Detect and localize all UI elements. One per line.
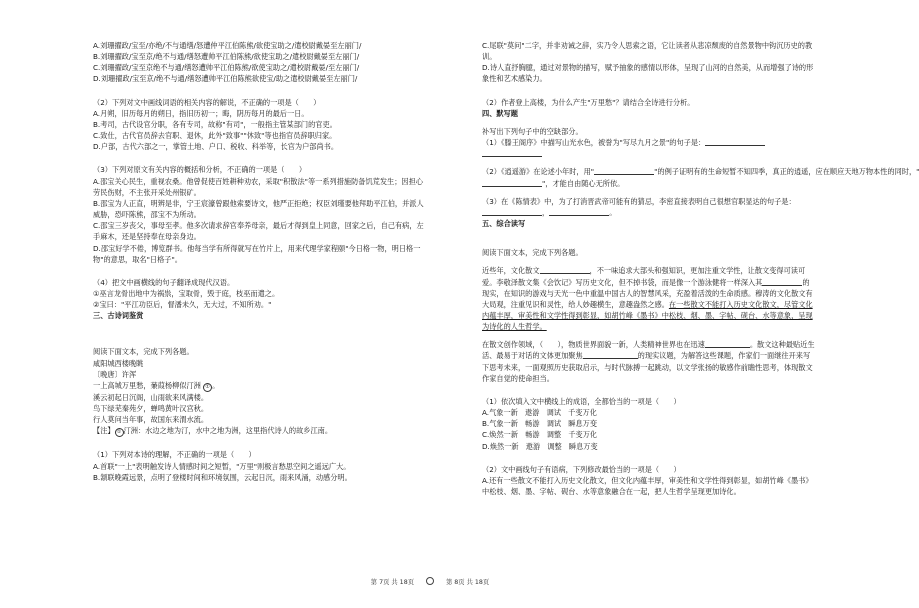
option-d: D.户部，古代六部之一，掌管土地、户口、税收、科举等，长官为户部尚书。: [93, 142, 339, 152]
poem-line: 鸟下绿芜秦苑夕，蝉鸣黄叶汉宫秋。: [93, 404, 209, 414]
dictation-item-2-cont: "，才能自由随心无所依。: [482, 178, 816, 189]
answer-blank[interactable]: [549, 207, 609, 216]
question-stem: （4）把文中画横线的句子翻译成现代汉语。: [93, 277, 235, 287]
option-b: B.颔联晚霞远景，点明了登楼时间和环境氛围，云起日沉，雨来风涌，动感分明。: [93, 472, 352, 482]
page-footer: [0, 577, 860, 586]
option-c: C.焕然一新 畅游 调整 千变万化: [482, 430, 598, 440]
underlined-sentence: 在一些散文不能打入历史文化散文，尽管文化内蕴丰厚，审美性和文学性得到彰显，如胡竹峰《墨书》中松枝、烟、墨、字帖、砚台、水等意象，呈现为诗化的人生哲学。: [482, 299, 813, 332]
translate-item-2: ②宝曰："平江功臣后，督潘未久，无大过，不知所劝。": [93, 300, 272, 310]
option-a: A.还有一些散文不能打入历史文化散文，但文化内蕴丰厚，审美性和文学性得到彰显，如胡竹峰《墨书》中松枝、烟、墨、字帖、砚台、水等意象融合在一起，把人生哲学呈现更加诗化。: [482, 475, 813, 496]
page-number-left: 第 7页 共 18页: [370, 579, 414, 586]
option-b: B.刘珊擢政/宝至京/绝不与通/缮怒遭帅平江伯陈熊/欲使宝助之/遣校尉戴晏至左丽门/: [93, 52, 360, 62]
option-a: A.邵宝关心民生，重视农桑。他曾促使百姓耕种劝农，采取"积散法"等一系列措施防备饥荒发生；因担心劳民伤财，不主张开采处州银矿。: [93, 176, 423, 197]
option-a: A.首联"一上"表明触发诗人情感时间之短暂，"万里"则极言愁思空间之遥远广大。: [93, 461, 351, 471]
passage-paragraph-1: 近些年，文化散文 ，不一味追求大部头和强知识，更加注重文学性，让散文变得可读可爱。李敬泽散文集《会饮记》写历史文化，但不掉书袋，而是像一个游泳健将一样深入其 的现实，在知识的游戏与天光一色中重温中国古人的智慧风采，充盈着活泼的生命质感。穆涛的文化散文有大局观，注重见识和灵性，给人妙趣横生，意趣盎然之感。在一些散文不能打入历史文化散文，尽管文化内蕴丰厚，审美性和文学性得到彰显，如胡竹峰《墨书》中松枝、烟、墨、字帖、砚台、水等意象，呈现为诗化的人生哲学。: [482, 266, 813, 332]
binding-circle-icon: [426, 577, 434, 585]
option-c: C.刘珊擢政/宝至京绝不与通/缮怒遭帅平江伯陈熊/欲使宝助之/遣校尉戴晏/至左丽门/: [93, 63, 360, 73]
option-a: A.刘珊擢政/宝至/亦绝/不与通缮/怒遭仲平江伯陈熊/欲使宝助之/遣校尉戴晏至左丽门/: [93, 41, 362, 50]
reading-instruction: 阅读下面文本，完成下列各题。: [93, 347, 194, 357]
option-d: D.焕然一新 遨游 调整 瞬息万变: [482, 441, 598, 451]
question-stem: （2）作者登上高楼，为什么产生"万里愁"？请结合全诗进行分析。: [482, 97, 695, 107]
option-d: D.邵宝好学不倦，博览群书。他每当学有所得就写在竹片上，用来代理学家程颐"今日格一物，明日格一物"的意思，取名"日格子"。: [93, 243, 421, 264]
dictation-item-3: （3）在《陈情表》中，为了打消晋武帝可能有的猜忌，李密直接表明自己很想官职显达的句子是：: [482, 196, 796, 206]
option-d: D.诗人直抒胸臆，通过对景物的描写，赋予抽象的感情以形体，呈现了山河的自然美，从而增强了诗的形象性和艺术感染力。: [482, 63, 814, 84]
poem-note: 【注】 ① 汀洲：水边之地为汀，水中之地为洲，这里指代诗人的故乡江南。: [93, 426, 333, 436]
answer-blank[interactable]: [705, 137, 765, 146]
question-stem: （1）依次填入文中横线上的成语，全都恰当的一项是（ ）: [482, 396, 681, 406]
answer-blank[interactable]: [482, 178, 542, 187]
note-marker: ①: [115, 428, 124, 437]
poem-title: 咸阳城西楼晚眺: [93, 358, 144, 368]
poem-author: 〔晚唐〕许浑: [93, 369, 137, 379]
note-marker: ①: [203, 383, 212, 392]
dictation-item-1: （1）《滕王阁序》中描写山光水色，被誉为"写尽九月之景"的句子是：: [482, 137, 816, 148]
option-c: C.邵宝三岁丧父，事母至孝。他多次请求辞官奉养母亲，最后才得到皇上同意，回家之后，自己有病，左手麻木，还是坚持奉在母亲身边。: [93, 221, 424, 242]
option-b: B.气象一新 畅游 调试 瞬息万变: [482, 419, 598, 429]
answer-blank[interactable]: [594, 166, 654, 175]
answer-blank[interactable]: [762, 277, 802, 286]
right-column: [482, 40, 919, 497]
option-d: D.刘珊擢政/宝至京/绝不与通/缮怒遭帅平江伯陈熊欲使宝/助之遣校尉戴晏至左丽门/: [93, 74, 358, 84]
dictation-instruction: 补写出下列句子中的空缺部分。: [482, 126, 583, 136]
poem-line: 行人莫问当年事，故国东来渭水流。: [93, 415, 209, 425]
answer-blank[interactable]: [482, 148, 542, 157]
section-heading: 五、综合读写: [482, 219, 526, 229]
left-column: [93, 40, 425, 483]
poem-block: [93, 346, 425, 437]
reading-instruction: 阅读下面文本，完成下列各题。: [482, 248, 583, 258]
poem-line: 溪云初起日沉阁，山雨欲来风满楼。: [93, 392, 209, 402]
option-a: A.月朔，旧历每月的朔日，指旧历初一；晦，阴历每月的最后一日。: [93, 108, 309, 118]
answer-blank[interactable]: [482, 207, 542, 216]
dictation-answer-line: [482, 148, 816, 159]
section-heading: 三、古诗词鉴赏: [93, 311, 144, 321]
answer-blank[interactable]: [705, 339, 750, 348]
question-stem: （1）下列对本诗的理解，不正确的一项是（ ）: [93, 450, 256, 460]
dictation-answer-line: ， 。: [482, 207, 816, 218]
left-page: [0, 0, 430, 608]
page-number-right: 第 8页 共 18页: [446, 579, 490, 586]
question-stem: （3）下列对原文有关内容的概括和分析，不正确的一项是（ ）: [93, 165, 307, 175]
question-stem: （2）文中画线句子有语病，下列修改最恰当的一项是（ ）: [482, 464, 681, 474]
answer-blank[interactable]: [583, 350, 638, 359]
translate-item-1: ①巫言龙骨出地中为祸祟，宝取骨，毁于庭，枝巫而遣之。: [93, 288, 280, 298]
option-b: B.邵宝为人正直，明辨是非，宁王宸濠曾跟他索要诗文，他严正拒绝；权臣刘瑾要他拜助平江伯，并派人威胁，恐吓陈熊，邵宝不为所动。: [93, 198, 424, 220]
answer-blank[interactable]: [540, 265, 590, 274]
passage-paragraph-2: 在散文创作领域，（ ），物质世界面貌一新，人类精神世界也在迅速 。散文这种最贴近生活、最易于对话的文体更加聚焦 的现实议题，为解答这些课题，作家们一面继往开来写下思考未来，一面观照历史获取启示，与时代脉搏一起跳动，以文学张扬的敏感作前瞻性思考，体现散文作家自觉的使命担当。: [482, 340, 815, 383]
question-stem: （2）下列对文中画线词语的相关内容的解说，不正确的一项是（ ）: [93, 97, 321, 107]
option-b: B.考司，古代设官分职，各有专司，故称"有司"，一般指主管某部门的官吏。: [93, 119, 337, 129]
option-c: C.尾联"莫问"二字，并非劝诫之辞，实乃令人思索之语，它让读者从悲凉颓废的自然景物中钩沉历史的教训。: [482, 41, 813, 62]
option-c: C.致仕，古代官员辞去官职、退休，此外"致事""休致"等也指官员辞职归家。: [93, 131, 337, 141]
section-heading: 四、默写题: [482, 108, 518, 118]
option-a: A.气象一新 遨游 调试 千变万化: [482, 408, 597, 418]
poem-line: 一上高城万里愁，蒹葭杨柳似汀洲 ① 。: [93, 380, 220, 390]
right-page: [430, 0, 919, 608]
dictation-item-2: （2）《逍遥游》在论述小年时，用" "的例子证明有的生命短暂不知四季，真正的逍遥，应在顺应天地万物本性的同时，": [482, 167, 919, 177]
